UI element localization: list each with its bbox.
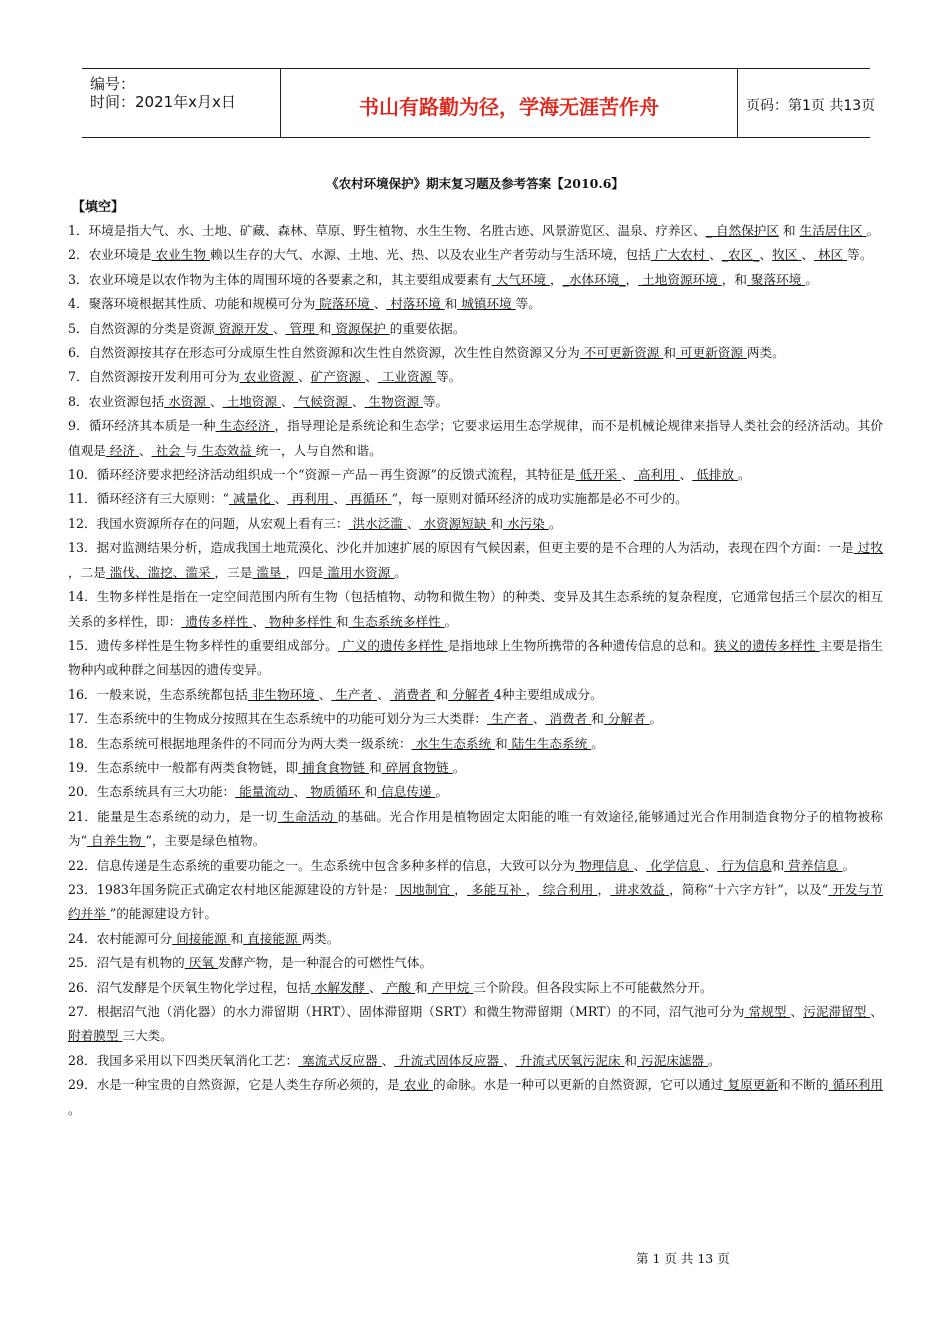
answer-blank: 自养生物 <box>87 833 146 849</box>
question-text: 两类。 <box>746 345 785 361</box>
question-text: 、 <box>293 784 307 800</box>
question-text: 19．生态系统中一般都有两类食物链，即 <box>68 759 299 775</box>
question-text: 1．环境是指大气、水、土地、矿藏、森林、草原、野生植物、水生生物、名胜古迹、风景游览区、温泉、疗养区、 <box>68 223 706 238</box>
answer-blank: 低开采 <box>575 467 622 483</box>
question-text: 、 <box>377 686 390 702</box>
answer-blank: 消费者 <box>545 711 592 727</box>
question-text: 11．循环经济有三大原则：“ <box>68 491 229 507</box>
question-text: 、 <box>704 857 718 873</box>
question-text: 是指地球上生物所携带的各种遗传信息的总和。 <box>447 637 715 653</box>
answer-blank: 生态系统多样性 <box>348 613 445 629</box>
question-text: 、 <box>381 1052 395 1068</box>
answer-blank: 营养信息 <box>784 857 843 873</box>
answer-blank: 水污染 <box>503 515 549 531</box>
answer-blank: 滥垦 <box>252 564 286 580</box>
question-text: ，三是 <box>214 564 253 580</box>
answer-blank: 多能互补 <box>466 881 526 897</box>
document-time-label: 时间：2021年x月x日 <box>90 93 236 111</box>
answer-blank: 常规型 <box>744 1004 791 1019</box>
question-text: ”，主要是绿色植物。 <box>145 833 266 849</box>
answer-blank: 复原更新 <box>723 1077 778 1093</box>
answer-blank: 附着膜型 <box>68 1028 123 1044</box>
answer-blank: _农区_ <box>721 247 760 263</box>
question-item <box>68 1049 883 1073</box>
answer-blank: 分解者 <box>448 686 494 702</box>
question-text: ， <box>454 881 467 897</box>
question-text: ，四是 <box>285 564 324 580</box>
question-text: 和 <box>335 613 349 629</box>
question-item <box>68 585 883 634</box>
question-item <box>68 878 883 927</box>
question-text: 、 <box>532 711 546 727</box>
question-item <box>68 487 883 511</box>
answer-blank: 滥伐、滥挖、滥采 <box>105 564 215 580</box>
answer-blank: 工业资源 <box>377 369 437 385</box>
question-text: 与 <box>184 442 198 458</box>
question-text: 等。 <box>422 393 449 409</box>
answer-blank: 分解者 <box>603 711 650 727</box>
question-item <box>68 365 883 389</box>
answer-blank: 广义的遗传多样性 <box>337 637 448 653</box>
answer-blank: 直接能源 <box>243 930 302 946</box>
question-item <box>68 414 883 463</box>
answer-blank: 经济 <box>105 442 139 458</box>
question-text: 、 <box>274 491 288 507</box>
question-text: 20．生态系统具有三大功能： <box>68 784 236 800</box>
answer-blank: 村落环境 <box>386 296 445 312</box>
question-item <box>68 243 883 267</box>
question-text: 、 <box>679 467 693 483</box>
answer-blank: 资源开发 <box>214 320 273 336</box>
answer-blank: 物质循环 <box>306 784 365 800</box>
question-text: 9．循环经济其本质是一种 <box>68 418 216 434</box>
header-info-cell <box>82 69 280 137</box>
header-table <box>82 68 876 138</box>
question-text: 的基础。光合作用是植物固定太阳能的唯一有效途径,能够通过光合作用制造食物分子的植物被称为“ <box>68 808 883 849</box>
answer-blank: 广大农村 <box>650 247 710 263</box>
question-text: 和 <box>414 979 428 995</box>
answer-blank: 资源保护 <box>331 320 390 336</box>
page-footer: 第 1 页 共 13 页 <box>636 1251 730 1266</box>
section-heading: 【填空】 <box>72 200 125 215</box>
question-text: 和 <box>435 686 449 702</box>
question-text: 21．能量是生态系统的动力，是一切 <box>68 808 278 824</box>
motto: 书山有路勤为径，学海无涯苦作舟 <box>359 95 659 119</box>
answer-blank: 生物资源 <box>364 393 423 409</box>
question-text: 和 <box>318 320 332 336</box>
question-text: 、 <box>252 613 265 629</box>
answer-blank: 低排放 <box>692 467 739 483</box>
question-text: 和 <box>771 857 785 873</box>
question-item <box>68 463 883 487</box>
question-text: 、 <box>621 467 634 483</box>
question-text: 三个阶段。但各段实际上不可能截然分开。 <box>473 979 713 995</box>
answer-blank: 聚落环境 <box>746 271 806 287</box>
answer-blank: 再循环 <box>345 491 392 507</box>
answer-blank: 因地制宜 <box>395 881 455 897</box>
answer-blank: 过牧 <box>853 540 883 556</box>
question-text: 。 <box>842 857 856 873</box>
answer-blank: 城镇环境 <box>457 296 516 312</box>
question-text: 6．自然资源按其存在形态可分成原生性自然资源和次生性自然资源，次生性自然资源又分为 <box>68 345 580 361</box>
question-text: 。 <box>708 1052 721 1068</box>
question-item <box>68 707 883 731</box>
answer-blank: 物种多样性 <box>264 613 336 629</box>
question-item <box>68 317 883 341</box>
answer-blank: 农业资源 <box>239 369 299 385</box>
answer-blank: _ 自然保护区 <box>705 223 779 238</box>
question-text: 和 <box>663 345 676 361</box>
question-text: 等。 <box>847 247 873 263</box>
question-text: ，指导理论是系统论和生态学；它要求运用生态学规律，而不是机械论规律来指导人类社会的经济活动。其价值观是 <box>68 418 884 458</box>
answer-blank: 讲求效益 <box>610 881 670 897</box>
question-text: 和 <box>624 1052 638 1068</box>
question-text: 。 <box>394 564 407 580</box>
question-text: 主要是指生物种内或种群之间基因的遗传变异。 <box>68 637 884 678</box>
question-text: 17．生态系统中的生物成分按照其在生态系统中的功能可划分为三大类群： <box>68 711 488 727</box>
question-text: 22．信息传递是生态系统的重要功能之一。生态系统中包含多种多样的信息，大致可以分为 <box>68 857 576 873</box>
question-text: ”，每一原则对循环经济的成功实施都是必不可少的。 <box>391 491 688 507</box>
answer-blank: 厌氧 <box>184 955 218 971</box>
question-text: 、 <box>373 296 387 312</box>
question-text: 、 <box>333 491 346 507</box>
question-text: 、 <box>365 369 378 385</box>
answer-blank: 捕食食物链 <box>298 759 370 775</box>
answer-blank: 狭义的遗传多样性 <box>714 637 820 653</box>
answer-blank: 综合利用 <box>538 881 598 897</box>
answer-blank: 生活居住区 <box>799 223 867 238</box>
question-text: 15．遗传多样性是生物多样性的重要组成部分。 <box>68 637 338 653</box>
answer-blank: 生命活动 <box>277 808 338 824</box>
question-item <box>68 341 883 365</box>
question-text: 24．农村能源可分 <box>68 930 173 946</box>
answer-blank: 污泥床滤器 <box>637 1052 708 1068</box>
answer-blank: 行为信息 <box>717 857 772 873</box>
question-item <box>68 292 883 316</box>
question-text: 25．沼气是有机物的 <box>68 955 185 971</box>
question-text: 赖以生存的大气、水源、土地、光、热、以及农业生产者劳动与生活环境，包括 <box>209 247 651 263</box>
question-text: 、 <box>633 857 647 873</box>
answer-blank: 高利用 <box>633 467 680 483</box>
answer-blank: 升流式固体反应器 <box>394 1052 504 1068</box>
answer-blank: 物理信息 <box>575 857 634 873</box>
answer-blank: 生态经济 <box>215 418 275 434</box>
question-item <box>68 732 883 756</box>
question-text: 、 <box>318 686 332 702</box>
question-text: ，二是 <box>68 564 106 580</box>
document-number-label: 编号： <box>90 75 136 93</box>
question-text: 28．我国多采用以下四类厌氧消化工艺： <box>68 1052 299 1068</box>
question-item <box>68 1073 883 1122</box>
answer-blank: 生态效益 <box>197 442 256 458</box>
question-text: 。 <box>444 613 458 629</box>
question-text: 、 <box>870 1004 883 1019</box>
answer-blank: 生产者 <box>331 686 378 702</box>
question-text: 。 <box>548 515 562 531</box>
question-text: 。 <box>649 711 663 727</box>
question-text: 。 <box>452 759 466 775</box>
header-page-cell <box>738 69 876 137</box>
question-text: ”的能源建设方针。 <box>109 906 217 922</box>
question-text: 4．聚落环境根据其性质、功能和规模可分为 <box>68 296 316 312</box>
question-text: 和 <box>230 930 244 946</box>
answer-blank: 开发与节约并举 <box>68 881 883 922</box>
question-text: 27．根据沼气池（消化器）的水力滞留期（HRT）、固体滞留期（SRT）和微生物滞留期（MRT）的不同，沼气池可分为 <box>68 1004 745 1019</box>
header-motto-cell <box>280 69 738 137</box>
question-text: 和 <box>444 296 458 312</box>
question-text: 13．据对监测结果分析，造成我国土地荒漠化、沙化并加速扩展的原因有气候因素，但更主要的是不合理的人为活动，表现在四个方面：一是 <box>68 540 854 556</box>
answer-blank: 水资源短缺 <box>419 515 491 531</box>
question-text: 和 <box>364 784 378 800</box>
answer-blank: 水生生态系统 <box>411 735 496 751</box>
answer-blank: 滥用水资源 <box>323 564 395 580</box>
answer-blank: 化学信息 <box>646 857 705 873</box>
answer-blank: 间接能源 <box>172 930 231 946</box>
question-text: ， <box>550 271 563 287</box>
answer-blank: 管理 <box>285 320 319 336</box>
question-item <box>68 854 883 878</box>
answer-blank: 产甲烷 <box>427 979 474 995</box>
question-item <box>68 390 883 414</box>
answer-blank: 水资源 <box>164 393 210 409</box>
question-item <box>68 1000 883 1049</box>
question-text: 的命脉。水是一种可以更新的自然资源，它可以通过 <box>433 1077 724 1093</box>
question-item <box>68 780 883 804</box>
question-text: 。 <box>866 223 880 238</box>
question-item <box>68 805 883 854</box>
question-text: 统一，人与自然和谐。 <box>255 442 382 458</box>
page-number-label: 页码：第1页 共13页 <box>746 98 876 114</box>
question-text: 5．自然资源的分类是资源 <box>68 320 215 336</box>
question-text: 。 <box>68 1101 81 1117</box>
answer-blank: 非生物环境 <box>247 686 319 702</box>
answer-blank: 循环利用 <box>828 1077 884 1093</box>
question-item <box>68 683 883 707</box>
answer-blank: 产酸 <box>381 979 415 995</box>
answer-blank: 社会 <box>151 442 185 458</box>
question-text: 4种主要组成成分。 <box>493 686 603 702</box>
question-text: ， <box>597 881 611 897</box>
question-text: 、 <box>298 369 311 385</box>
question-text: 10．循环经济要求把经济活动组织成一个“资源－产品－再生资源”的反馈式流程，其特征是 <box>68 467 576 483</box>
answer-blank: 洪水泛滥 <box>348 515 407 531</box>
answer-blank: 牧区 <box>772 247 802 263</box>
answer-blank: 大气环境 <box>491 271 550 287</box>
question-item <box>68 951 883 975</box>
question-text: 。 <box>805 271 818 287</box>
question-text: 29．水是一种宝贵的自然资源，它是人类生存所必须的，是 <box>68 1077 400 1093</box>
answer-blank: 土地资源环境 <box>638 271 722 287</box>
answer-blank: 土地资源 <box>222 393 281 409</box>
answer-blank: 农业 <box>399 1077 434 1093</box>
question-text: 、 <box>503 1052 516 1068</box>
answer-blank: 污泥滞留型 <box>803 1004 871 1019</box>
question-text: 。 <box>435 784 449 800</box>
question-item <box>68 634 883 683</box>
question-text: 和不断的 <box>777 1077 829 1093</box>
question-text: 、 <box>709 247 722 263</box>
question-text: 、 <box>406 515 420 531</box>
question-text: 、 <box>759 247 773 263</box>
answer-blank: 能量流动 <box>235 784 294 800</box>
question-text: 和 <box>369 759 382 775</box>
question-text: 。 <box>738 467 751 483</box>
answer-blank: 升流式厌氧污泥床 <box>515 1052 625 1068</box>
question-text: 、 <box>138 442 152 458</box>
question-text: 等。 <box>515 296 541 312</box>
answer-blank: 碎屑食物链 <box>381 759 453 775</box>
question-item <box>68 219 883 243</box>
question-text: 23．1983年国务院正式确定农村地区能源建设的方针是： <box>68 881 396 897</box>
question-text: 、 <box>801 247 814 263</box>
question-text: 的重要依据。 <box>389 320 466 336</box>
question-text: 三大类。 <box>122 1028 173 1044</box>
question-text: 、 <box>351 393 365 409</box>
question-item <box>68 512 883 536</box>
answer-blank: 水解发酵 <box>310 979 370 995</box>
question-text: 2．农业环境是 <box>68 247 152 263</box>
question-text: 发酵产物，是一种混合的可燃性气体。 <box>217 955 433 971</box>
answer-blank: _水体环境_ <box>562 271 626 287</box>
question-item <box>68 536 883 585</box>
question-text: 和 <box>591 711 604 727</box>
question-item <box>68 756 883 780</box>
answer-blank: 矿产资源 <box>310 369 366 385</box>
question-text: 和 <box>490 515 504 531</box>
answer-blank: 信息传递 <box>377 784 436 800</box>
question-item <box>68 976 883 1000</box>
question-item <box>68 268 883 292</box>
question-text: ，和 <box>721 271 747 287</box>
answer-blank: 林区 <box>813 247 848 263</box>
answer-blank: 遗传多样性 <box>181 613 253 629</box>
question-text: 和 <box>778 223 800 238</box>
question-text: 。 <box>591 735 604 751</box>
question-text: 、 <box>369 979 382 995</box>
question-text: 等。 <box>436 369 462 385</box>
document-title: 《农村环境保护》期末复习题及参考答案【2010.6】 <box>326 176 624 191</box>
answer-blank: 院落环境 <box>315 296 374 312</box>
question-text: 16．一般来说，生态系统都包括 <box>68 686 248 702</box>
question-list <box>68 219 883 1122</box>
answer-blank: 陆生生态系统 <box>507 735 592 751</box>
question-text: 、 <box>272 320 286 336</box>
answer-blank: 生产者 <box>487 711 533 727</box>
question-text: 14．生物多样性是指在一定空间范围内所有生物（包括植物、动物和微生物）的种类、变异及其生态系统的复杂程度，它通常包括三个层次的相互关系的多样性，即： <box>68 589 883 629</box>
question-text: 7．自然资源按开发利用可分为 <box>68 369 240 385</box>
question-text: 26．沼气发酵是个厌氧生物化学过程，包括 <box>68 979 311 995</box>
question-text: 、 <box>790 1004 804 1019</box>
question-text: ， <box>525 881 539 897</box>
question-text: ，简称“十六字方针”，以及“ <box>669 881 829 897</box>
question-text: 8．农业资源包括 <box>68 393 165 409</box>
answer-blank: 减量化 <box>229 491 275 507</box>
answer-blank: 再利用 <box>287 491 334 507</box>
question-item <box>68 927 883 951</box>
answer-blank: 消费者 <box>389 686 436 702</box>
question-text: ， <box>625 271 639 287</box>
question-text: 18．生态系统可根据地理条件的不同而分为两大类一级系统： <box>68 735 412 751</box>
answer-blank: 农业生物 <box>151 247 210 263</box>
question-text: 两类。 <box>301 930 340 946</box>
answer-blank: 可更新资源 <box>675 345 747 361</box>
question-text: 12．我国水资源所存在的问题，从宏观上看有三： <box>68 515 349 531</box>
answer-blank: 气候资源 <box>293 393 352 409</box>
answer-blank: 不可更新资源 <box>579 345 664 361</box>
question-text: 和 <box>495 735 508 751</box>
question-text: 、 <box>209 393 223 409</box>
question-text: 3．农业环境是以农作物为主体的周围环境的各要素之和，其主要组成要素有 <box>68 271 492 287</box>
answer-blank: 塞流式反应器 <box>298 1052 382 1068</box>
question-text: 、 <box>280 393 294 409</box>
